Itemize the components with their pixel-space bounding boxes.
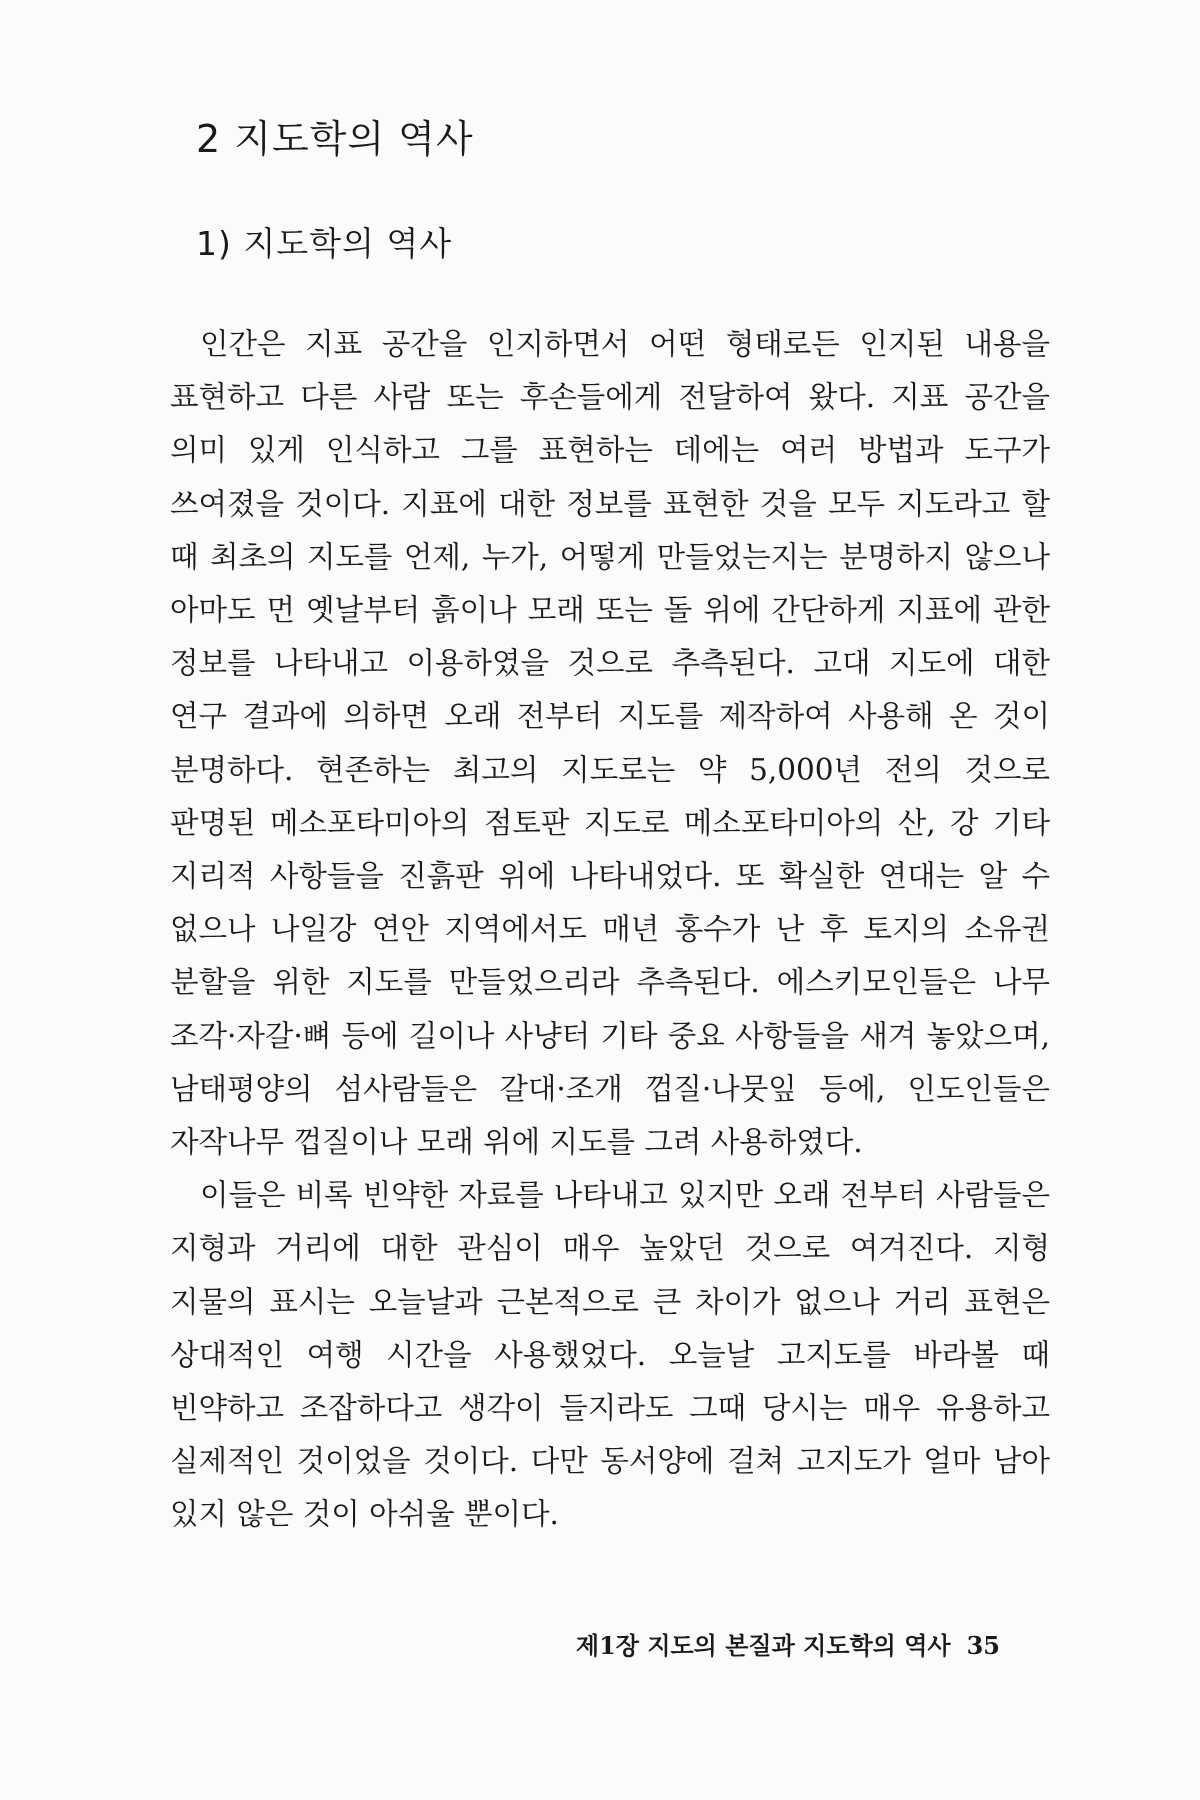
footer-chapter-title: 제1장 지도의 본질과 지도학의 역사 — [575, 1631, 951, 1660]
body-text — [170, 318, 1050, 1542]
page-number: 35 — [966, 1631, 1000, 1660]
subsection-title: 1) 지도학의 역사 — [196, 224, 453, 263]
paragraph: 인간은 지표 공간을 인지하면서 어떤 형태로든 인지된 내용을 표현하고 다른 사람 또는 후손들에게 전달하여 왔다. 지표 공간을 의미 있게 인식하고 그를 표현하는 데에는 여러 방법과 도구가 쓰여졌을 것이다. 지표에 대한 정보를 표현한 것을 모두 지도라고 할 때 최초의 지도를 언제, 누가, 어떻게 만들었는지는 분명하지 않으나 아마도 먼 옛날부터 흙이나 모래 또는 돌 위에 간단하게 지표에 관한 정보를 나타내고 이용하였을 것으로 추측된다. 고대 지도에 대한 연구 결과에 의하면 오래 전부터 지도를 제작하여 사용해 온 것이 분명하다. 현존하는 최고의 지도로는 약 5,000년 전의 것으로 판명된 메소포타미아의 점토판 지도로 메소포타미아의 산, 강 기타 지리적 사항들을 진흙판 위에 나타내었다. 또 확실한 연대는 알 수 없으나 나일강 연안 지역에서도 매년 홍수가 난 후 토지의 소유권 분할을 위한 지도를 만들었으리라 추측된다. 에스키모인들은 나무 조각·자갈·뼈 등에 길이나 사냥터 기타 중요 사항들을 새겨 놓았으며, 남태평양의 섬사람들은 갈대·조개 껍질·나뭇잎 등에, 인도인들은 자작나무 껍질이나 모래 위에 지도를 그려 사용하였다. — [170, 327, 1050, 1160]
running-footer — [576, 1626, 1000, 1661]
section-title: 2 지도학의 역사 — [196, 117, 474, 161]
paragraph: 이들은 비록 빈약한 자료를 나타내고 있지만 오래 전부터 사람들은 지형과 거리에 대한 관심이 매우 높았던 것으로 여겨진다. 지형 지물의 표시는 오늘날과 근본적으로 큰 차이가 없으나 거리 표현은 상대적인 여행 시간을 사용했었다. 오늘날 고지도를 바라볼 때 빈약하고 조잡하다고 생각이 들지라도 그때 당시는 매우 유용하고 실제적인 것이었을 것이다. 다만 동서양에 걸쳐 고지도가 얼마 남아 있지 않은 것이 아쉬울 뿐이다. — [170, 1178, 1050, 1532]
